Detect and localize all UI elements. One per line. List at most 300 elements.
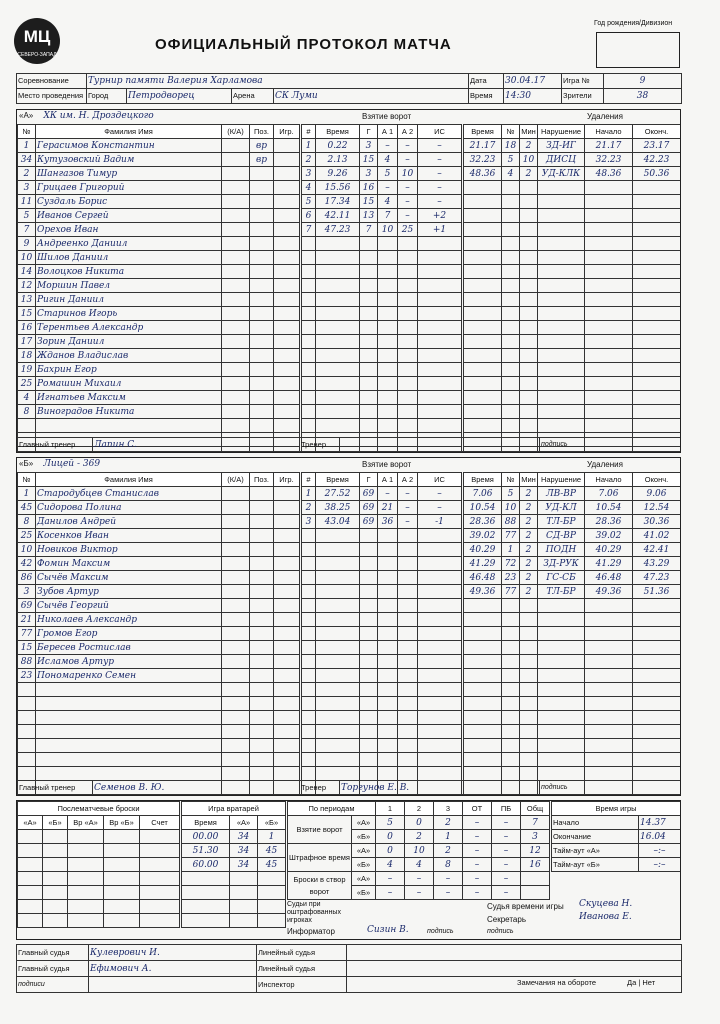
- player-position[interactable]: [250, 655, 274, 669]
- penalty-t[interactable]: 10.54: [464, 501, 502, 515]
- goal-a1[interactable]: [378, 307, 398, 321]
- gk-cell[interactable]: 00.00: [182, 830, 230, 844]
- player-played[interactable]: [274, 571, 300, 585]
- player-name[interactable]: Сычёв Максим: [36, 571, 222, 585]
- penalty-v[interactable]: СД-ВР: [538, 529, 585, 543]
- penalty-s[interactable]: [585, 669, 633, 683]
- penalty-s[interactable]: [585, 377, 633, 391]
- goal-g[interactable]: [360, 265, 378, 279]
- goal-a2[interactable]: [398, 391, 418, 405]
- penalty-n[interactable]: [502, 293, 520, 307]
- penalty-v[interactable]: [538, 419, 585, 433]
- goal-a2[interactable]: –: [398, 209, 418, 223]
- penalty-m[interactable]: 2: [520, 543, 538, 557]
- player-position[interactable]: [250, 711, 274, 725]
- penalty-v[interactable]: [538, 251, 585, 265]
- penalty-t[interactable]: [464, 209, 502, 223]
- goal-a2[interactable]: –: [398, 515, 418, 529]
- team-a-name[interactable]: ХК им. Н. Дроздецкого: [43, 111, 154, 121]
- penalty-v[interactable]: [538, 613, 585, 627]
- shootout-cell[interactable]: [140, 858, 180, 872]
- player-number[interactable]: 12: [18, 279, 36, 293]
- gk-cell[interactable]: 34: [230, 830, 258, 844]
- penalty-m[interactable]: 2: [520, 529, 538, 543]
- gk-cell[interactable]: [182, 872, 230, 886]
- player-position[interactable]: [250, 209, 274, 223]
- player-name[interactable]: [36, 739, 222, 753]
- player-position[interactable]: [250, 697, 274, 711]
- goal-n[interactable]: [302, 669, 316, 683]
- goal-is[interactable]: [418, 321, 462, 335]
- player-number[interactable]: 21: [18, 613, 36, 627]
- goal-a1[interactable]: 21: [378, 501, 398, 515]
- penalty-n[interactable]: [502, 265, 520, 279]
- goal-n[interactable]: [302, 391, 316, 405]
- penalty-m[interactable]: [520, 655, 538, 669]
- player-name[interactable]: Старинов Игорь: [36, 307, 222, 321]
- penalty-v[interactable]: [538, 209, 585, 223]
- team-b-trainer-value[interactable]: Торгунов Е. В.: [340, 781, 540, 795]
- penalty-e[interactable]: [633, 363, 681, 377]
- period-shots-value[interactable]: –: [492, 872, 521, 886]
- goal-is[interactable]: –: [418, 487, 462, 501]
- period-shots-value[interactable]: –: [434, 872, 463, 886]
- goal-n[interactable]: 7: [302, 223, 316, 237]
- goal-a2[interactable]: [398, 251, 418, 265]
- penalty-t[interactable]: [464, 753, 502, 767]
- penalty-t[interactable]: 32.23: [464, 153, 502, 167]
- penalty-t[interactable]: [464, 767, 502, 781]
- goal-is[interactable]: [418, 363, 462, 377]
- goal-n[interactable]: [302, 279, 316, 293]
- goal-a2[interactable]: 25: [398, 223, 418, 237]
- player-ka[interactable]: [222, 405, 250, 419]
- penalty-v[interactable]: ГС-СБ: [538, 571, 585, 585]
- shootout-cell[interactable]: [140, 872, 180, 886]
- player-played[interactable]: [274, 683, 300, 697]
- goal-is[interactable]: [418, 237, 462, 251]
- goal-t[interactable]: [316, 627, 360, 641]
- player-name[interactable]: Орехов Иван: [36, 223, 222, 237]
- player-name[interactable]: Бересев Ростислав: [36, 641, 222, 655]
- goal-a2[interactable]: [398, 335, 418, 349]
- penalty-v[interactable]: [538, 711, 585, 725]
- goal-a1[interactable]: [378, 279, 398, 293]
- gk-cell[interactable]: 51.30: [182, 844, 230, 858]
- player-position[interactable]: [250, 293, 274, 307]
- player-position[interactable]: [250, 613, 274, 627]
- goal-t[interactable]: [316, 767, 360, 781]
- penalty-n[interactable]: [502, 599, 520, 613]
- penalty-m[interactable]: [520, 377, 538, 391]
- player-ka[interactable]: [222, 557, 250, 571]
- player-number[interactable]: 7: [18, 223, 36, 237]
- goal-a1[interactable]: [378, 557, 398, 571]
- penalty-s[interactable]: [585, 753, 633, 767]
- date-value[interactable]: 30.04.17: [504, 74, 562, 89]
- penalty-v[interactable]: [538, 237, 585, 251]
- penalty-n[interactable]: [502, 613, 520, 627]
- player-ka[interactable]: [222, 181, 250, 195]
- penalty-s[interactable]: [585, 419, 633, 433]
- period-goals-value[interactable]: –: [492, 830, 521, 844]
- player-number[interactable]: 18: [18, 349, 36, 363]
- penalty-v[interactable]: [538, 195, 585, 209]
- penalty-n[interactable]: 10: [502, 501, 520, 515]
- penalty-s[interactable]: [585, 307, 633, 321]
- player-played[interactable]: [274, 349, 300, 363]
- goal-is[interactable]: [418, 613, 462, 627]
- penalty-v[interactable]: ТЛ-БР: [538, 585, 585, 599]
- penalty-n[interactable]: [502, 405, 520, 419]
- player-position[interactable]: [250, 739, 274, 753]
- goal-a2[interactable]: –: [398, 181, 418, 195]
- player-position[interactable]: [250, 557, 274, 571]
- period-goals-value[interactable]: 2: [405, 830, 434, 844]
- shootout-cell[interactable]: [18, 886, 43, 900]
- goal-t[interactable]: 38.25: [316, 501, 360, 515]
- goal-is[interactable]: –: [418, 195, 462, 209]
- player-ka[interactable]: [222, 153, 250, 167]
- shootout-cell[interactable]: [140, 900, 180, 914]
- player-ka[interactable]: [222, 139, 250, 153]
- penalty-n[interactable]: [502, 349, 520, 363]
- penalty-s[interactable]: 32.23: [585, 153, 633, 167]
- player-number[interactable]: [18, 683, 36, 697]
- goal-n[interactable]: [302, 557, 316, 571]
- player-played[interactable]: [274, 251, 300, 265]
- penalty-v[interactable]: ЗД-РУК: [538, 557, 585, 571]
- goal-a1[interactable]: 4: [378, 153, 398, 167]
- player-ka[interactable]: [222, 237, 250, 251]
- goal-a1[interactable]: [378, 363, 398, 377]
- goal-a1[interactable]: [378, 725, 398, 739]
- penalty-n[interactable]: [502, 627, 520, 641]
- goal-is[interactable]: –: [418, 181, 462, 195]
- goal-g[interactable]: 69: [360, 487, 378, 501]
- goal-a1[interactable]: [378, 293, 398, 307]
- penalty-s[interactable]: [585, 711, 633, 725]
- goal-t[interactable]: [316, 739, 360, 753]
- player-name[interactable]: Зубов Артур: [36, 585, 222, 599]
- goal-t[interactable]: [316, 391, 360, 405]
- player-number[interactable]: 77: [18, 627, 36, 641]
- player-number[interactable]: 15: [18, 641, 36, 655]
- period-shots-value[interactable]: –: [405, 886, 434, 900]
- penalty-n[interactable]: 77: [502, 529, 520, 543]
- goal-is[interactable]: –: [418, 153, 462, 167]
- goal-g[interactable]: [360, 251, 378, 265]
- goal-a2[interactable]: –: [398, 139, 418, 153]
- penalty-m[interactable]: 2: [520, 487, 538, 501]
- player-name[interactable]: Ригин Даниил: [36, 293, 222, 307]
- period-pim-value[interactable]: 4: [405, 858, 434, 872]
- penalty-n[interactable]: [502, 669, 520, 683]
- player-ka[interactable]: [222, 585, 250, 599]
- penalty-t[interactable]: [464, 405, 502, 419]
- penalty-t[interactable]: [464, 655, 502, 669]
- penalty-v[interactable]: [538, 655, 585, 669]
- penalty-v[interactable]: [538, 683, 585, 697]
- linesman2-value[interactable]: [347, 961, 682, 977]
- player-number[interactable]: [18, 767, 36, 781]
- player-ka[interactable]: [222, 669, 250, 683]
- shootout-cell[interactable]: [68, 858, 104, 872]
- period-goals-value[interactable]: 3: [521, 830, 550, 844]
- gk-cell[interactable]: [230, 872, 258, 886]
- goal-t[interactable]: 43.04: [316, 515, 360, 529]
- period-shots-value[interactable]: –: [463, 872, 492, 886]
- player-number[interactable]: 88: [18, 655, 36, 669]
- gk-cell[interactable]: 34: [230, 858, 258, 872]
- goal-n[interactable]: [302, 543, 316, 557]
- goal-a2[interactable]: [398, 669, 418, 683]
- player-number[interactable]: [18, 697, 36, 711]
- goal-n[interactable]: [302, 377, 316, 391]
- penalty-v[interactable]: [538, 377, 585, 391]
- informer-value[interactable]: Сизин В.: [367, 925, 409, 935]
- penalty-t[interactable]: [464, 293, 502, 307]
- goal-a1[interactable]: [378, 627, 398, 641]
- player-played[interactable]: [274, 279, 300, 293]
- goal-a2[interactable]: [398, 321, 418, 335]
- player-ka[interactable]: [222, 627, 250, 641]
- goal-t[interactable]: [316, 585, 360, 599]
- player-name[interactable]: Фомин Максим: [36, 557, 222, 571]
- goal-a2[interactable]: 10: [398, 167, 418, 181]
- goal-n[interactable]: [302, 335, 316, 349]
- goal-is[interactable]: –: [418, 139, 462, 153]
- penalty-m[interactable]: [520, 363, 538, 377]
- period-shots-value[interactable]: –: [492, 886, 521, 900]
- goal-g[interactable]: [360, 711, 378, 725]
- player-ka[interactable]: [222, 725, 250, 739]
- player-number[interactable]: 45: [18, 501, 36, 515]
- penalty-s[interactable]: 39.02: [585, 529, 633, 543]
- penalty-e[interactable]: [633, 307, 681, 321]
- goal-is[interactable]: [418, 753, 462, 767]
- goal-is[interactable]: [418, 265, 462, 279]
- player-played[interactable]: [274, 599, 300, 613]
- penalty-m[interactable]: [520, 279, 538, 293]
- goal-a1[interactable]: [378, 585, 398, 599]
- penalty-t[interactable]: [464, 307, 502, 321]
- shootout-cell[interactable]: [104, 872, 140, 886]
- goal-t[interactable]: [316, 641, 360, 655]
- penalty-e[interactable]: [633, 613, 681, 627]
- shootout-cell[interactable]: [43, 872, 68, 886]
- penalty-s[interactable]: [585, 251, 633, 265]
- goal-g[interactable]: [360, 753, 378, 767]
- penalty-v[interactable]: [538, 697, 585, 711]
- goal-g[interactable]: [360, 627, 378, 641]
- goal-g[interactable]: 15: [360, 153, 378, 167]
- player-played[interactable]: [274, 655, 300, 669]
- shootout-cell[interactable]: [68, 914, 104, 928]
- goal-n[interactable]: [302, 321, 316, 335]
- penalty-s[interactable]: [585, 697, 633, 711]
- goal-t[interactable]: [316, 529, 360, 543]
- player-number[interactable]: [18, 419, 36, 433]
- goal-a2[interactable]: [398, 585, 418, 599]
- goal-t[interactable]: 9.26: [316, 167, 360, 181]
- shootout-cell[interactable]: [68, 830, 104, 844]
- penalty-s[interactable]: [585, 405, 633, 419]
- goal-n[interactable]: 3: [302, 515, 316, 529]
- penalty-s[interactable]: [585, 725, 633, 739]
- penalty-v[interactable]: ТЛ-БР: [538, 515, 585, 529]
- player-position[interactable]: [250, 585, 274, 599]
- period-goals-value[interactable]: –: [492, 816, 521, 830]
- penalty-m[interactable]: [520, 683, 538, 697]
- penalty-s[interactable]: 10.54: [585, 501, 633, 515]
- period-pim-value[interactable]: 12: [521, 844, 550, 858]
- goal-a2[interactable]: [398, 377, 418, 391]
- goal-a1[interactable]: 7: [378, 209, 398, 223]
- goal-t[interactable]: [316, 377, 360, 391]
- goal-n[interactable]: [302, 641, 316, 655]
- penalty-t[interactable]: [464, 711, 502, 725]
- shootout-cell[interactable]: [140, 830, 180, 844]
- goal-t[interactable]: [316, 265, 360, 279]
- penalty-s[interactable]: [585, 391, 633, 405]
- player-position[interactable]: [250, 167, 274, 181]
- player-number[interactable]: 25: [18, 529, 36, 543]
- penalty-s[interactable]: 49.36: [585, 585, 633, 599]
- player-ka[interactable]: [222, 377, 250, 391]
- player-number[interactable]: 1: [18, 139, 36, 153]
- penalty-t[interactable]: 40.29: [464, 543, 502, 557]
- player-name[interactable]: Терентьев Александр: [36, 321, 222, 335]
- player-number[interactable]: [18, 711, 36, 725]
- goal-n[interactable]: 1: [302, 139, 316, 153]
- period-pim-value[interactable]: –: [463, 858, 492, 872]
- goal-a2[interactable]: [398, 405, 418, 419]
- goal-is[interactable]: [418, 391, 462, 405]
- linesman1-value[interactable]: [347, 945, 682, 961]
- player-played[interactable]: [274, 293, 300, 307]
- shootout-cell[interactable]: [18, 872, 43, 886]
- goal-a2[interactable]: [398, 419, 418, 433]
- player-ka[interactable]: [222, 321, 250, 335]
- penalty-t[interactable]: 46.48: [464, 571, 502, 585]
- player-ka[interactable]: [222, 515, 250, 529]
- player-played[interactable]: [274, 669, 300, 683]
- period-goals-value[interactable]: –: [463, 816, 492, 830]
- goal-is[interactable]: [418, 571, 462, 585]
- goal-n[interactable]: [302, 599, 316, 613]
- player-name[interactable]: Новиков Виктор: [36, 543, 222, 557]
- penalty-n[interactable]: [502, 363, 520, 377]
- player-played[interactable]: [274, 557, 300, 571]
- player-ka[interactable]: [222, 599, 250, 613]
- penalty-s[interactable]: [585, 627, 633, 641]
- penalty-e[interactable]: [633, 335, 681, 349]
- player-name[interactable]: Исламов Артур: [36, 655, 222, 669]
- penalty-s[interactable]: [585, 195, 633, 209]
- penalty-e[interactable]: [633, 251, 681, 265]
- goal-is[interactable]: [418, 419, 462, 433]
- goal-a1[interactable]: [378, 571, 398, 585]
- goal-a1[interactable]: [378, 543, 398, 557]
- player-played[interactable]: [274, 265, 300, 279]
- penalty-s[interactable]: [585, 767, 633, 781]
- penalty-m[interactable]: [520, 349, 538, 363]
- team-a-trainer-value[interactable]: [340, 438, 540, 452]
- player-position[interactable]: [250, 529, 274, 543]
- penalty-m[interactable]: [520, 767, 538, 781]
- goal-t[interactable]: [316, 655, 360, 669]
- player-played[interactable]: [274, 419, 300, 433]
- penalty-m[interactable]: 2: [520, 139, 538, 153]
- player-name[interactable]: [36, 711, 222, 725]
- player-played[interactable]: [274, 363, 300, 377]
- time-value[interactable]: 14:30: [504, 89, 562, 104]
- penalty-e[interactable]: 23.17: [633, 139, 681, 153]
- penalty-n[interactable]: 5: [502, 153, 520, 167]
- player-played[interactable]: [274, 487, 300, 501]
- player-ka[interactable]: [222, 641, 250, 655]
- period-pim-value[interactable]: 10: [405, 844, 434, 858]
- period-pim-value[interactable]: –: [463, 844, 492, 858]
- penalty-e[interactable]: 43.29: [633, 557, 681, 571]
- goal-a1[interactable]: 5: [378, 167, 398, 181]
- penalty-n[interactable]: [502, 251, 520, 265]
- gk-cell[interactable]: [230, 900, 258, 914]
- player-name[interactable]: Моршин Павел: [36, 279, 222, 293]
- goal-is[interactable]: [418, 279, 462, 293]
- goal-a1[interactable]: 36: [378, 515, 398, 529]
- goal-n[interactable]: 6: [302, 209, 316, 223]
- player-number[interactable]: 2: [18, 167, 36, 181]
- player-position[interactable]: [250, 767, 274, 781]
- penalty-n[interactable]: [502, 195, 520, 209]
- penalty-v[interactable]: [538, 181, 585, 195]
- penalty-e[interactable]: [633, 697, 681, 711]
- penalty-t[interactable]: [464, 669, 502, 683]
- goal-g[interactable]: [360, 293, 378, 307]
- penalty-m[interactable]: 2: [520, 585, 538, 599]
- penalty-n[interactable]: 18: [502, 139, 520, 153]
- player-position[interactable]: [250, 641, 274, 655]
- player-position[interactable]: [250, 405, 274, 419]
- goal-a2[interactable]: [398, 767, 418, 781]
- goal-g[interactable]: [360, 571, 378, 585]
- penalty-t[interactable]: [464, 321, 502, 335]
- gk-cell[interactable]: [258, 872, 286, 886]
- penalty-e[interactable]: 12.54: [633, 501, 681, 515]
- penalty-t[interactable]: [464, 335, 502, 349]
- goal-a2[interactable]: [398, 307, 418, 321]
- goal-a2[interactable]: [398, 655, 418, 669]
- penalty-m[interactable]: [520, 641, 538, 655]
- goal-n[interactable]: [302, 529, 316, 543]
- player-played[interactable]: [274, 697, 300, 711]
- goal-g[interactable]: [360, 613, 378, 627]
- period-pim-value[interactable]: 4: [376, 858, 405, 872]
- penalty-m[interactable]: [520, 223, 538, 237]
- penalty-n[interactable]: 1: [502, 543, 520, 557]
- penalty-n[interactable]: [502, 181, 520, 195]
- penalty-s[interactable]: [585, 293, 633, 307]
- shootout-cell[interactable]: [68, 844, 104, 858]
- goal-is[interactable]: [418, 405, 462, 419]
- player-ka[interactable]: [222, 613, 250, 627]
- player-name[interactable]: Косенков Иван: [36, 529, 222, 543]
- period-goals-value[interactable]: 2: [434, 816, 463, 830]
- goal-is[interactable]: [418, 377, 462, 391]
- player-position[interactable]: [250, 195, 274, 209]
